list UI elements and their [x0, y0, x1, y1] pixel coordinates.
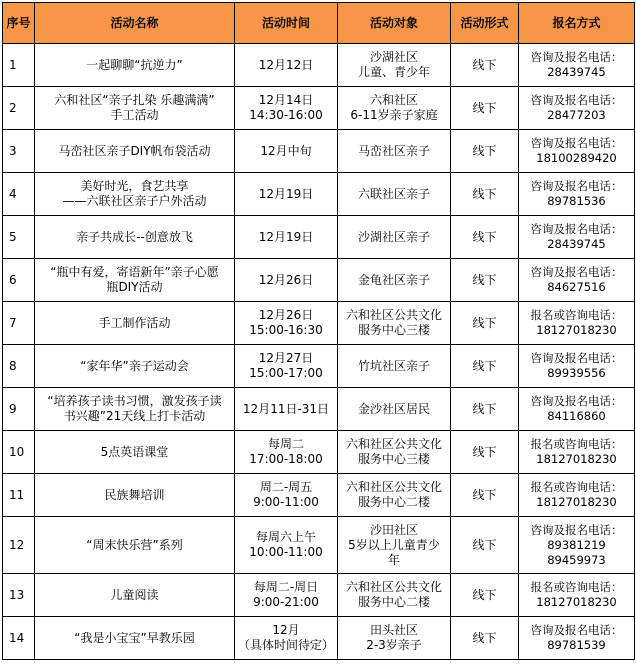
activity-name: 手工制作活动	[35, 302, 235, 345]
activity-time: 12月中旬	[235, 130, 338, 173]
activity-form: 线下	[451, 87, 519, 130]
activity-target: 六和社区公共文化 服务中心三楼	[338, 302, 451, 345]
activity-form: 线下	[451, 388, 519, 431]
activity-form: 线下	[451, 574, 519, 617]
col-header-name: 活动名称	[35, 3, 235, 44]
signup-info: 咨询及报名电话： 28439745	[519, 216, 635, 259]
col-header-target: 活动对象	[338, 3, 451, 44]
table-row	[3, 44, 635, 87]
activity-form: 线下	[451, 216, 519, 259]
activity-form: 线下	[451, 617, 519, 660]
signup-info: 咨询及报名电话： 28477203	[519, 87, 635, 130]
activity-target: 沙湖社区 儿童、青少年	[338, 44, 451, 87]
activity-target: 六和社区公共文化 服务中心二楼	[338, 574, 451, 617]
activity-target: 六联社区亲子	[338, 173, 451, 216]
activity-name: 马峦社区亲子DIY帆布袋活动	[35, 130, 235, 173]
col-header-form: 活动形式	[451, 3, 519, 44]
row-number: 6	[3, 259, 35, 302]
activity-target: 六和社区公共文化 服务中心二楼	[338, 474, 451, 517]
table-row	[3, 130, 635, 173]
activity-name: “我是小宝宝”早教乐园	[35, 617, 235, 660]
activity-name: “瓶中有爱，寄语新年”亲子心愿 瓶DIY活动	[35, 259, 235, 302]
activity-target: 金沙社区居民	[338, 388, 451, 431]
signup-info: 咨询及报名电话： 89781536	[519, 173, 635, 216]
activity-time: 周二-周五 9:00-11:00	[235, 474, 338, 517]
activity-time: 12月19日	[235, 173, 338, 216]
activity-time: 12月19日	[235, 216, 338, 259]
activity-target: 马峦社区亲子	[338, 130, 451, 173]
table-row	[3, 574, 635, 617]
activity-form: 线下	[451, 173, 519, 216]
signup-info: 咨询及报名电话： 84627516	[519, 259, 635, 302]
activity-target: 田头社区 2-3岁亲子	[338, 617, 451, 660]
activity-form: 线下	[451, 259, 519, 302]
table-row	[3, 259, 635, 302]
activity-name: 一起聊聊“抗逆力”	[35, 44, 235, 87]
activity-time: 12月12日	[235, 44, 338, 87]
activity-target: 沙田社区 5岁以上儿童青少 年	[338, 517, 451, 574]
activity-name: 民族舞培训	[35, 474, 235, 517]
activity-time: 12月26日 15:00-16:30	[235, 302, 338, 345]
activity-form: 线下	[451, 345, 519, 388]
table-row	[3, 388, 635, 431]
activity-time: 12月14日 14:30-16:00	[235, 87, 338, 130]
row-number: 11	[3, 474, 35, 517]
signup-info: 报名或咨询电话： 18127018230	[519, 431, 635, 474]
row-number: 8	[3, 345, 35, 388]
table-row	[3, 216, 635, 259]
signup-info: 咨询及报名电话： 89939556	[519, 345, 635, 388]
signup-info: 报名或咨询电话： 18127018230	[519, 574, 635, 617]
activity-form: 线下	[451, 517, 519, 574]
col-header-no: 序号	[3, 3, 35, 44]
activity-name: 5点英语课堂	[35, 431, 235, 474]
header-row	[3, 3, 635, 44]
row-number: 13	[3, 574, 35, 617]
table-row	[3, 517, 635, 574]
activity-time: 每周二 17:00-18:00	[235, 431, 338, 474]
activity-time: 12月27日 15:00-17:00	[235, 345, 338, 388]
activity-form: 线下	[451, 431, 519, 474]
activity-name: “家年华”亲子运动会	[35, 345, 235, 388]
activity-name: 儿童阅读	[35, 574, 235, 617]
activity-name: “周末快乐营”系列	[35, 517, 235, 574]
row-number: 12	[3, 517, 35, 574]
table-row	[3, 431, 635, 474]
activity-form: 线下	[451, 302, 519, 345]
activity-target: 竹坑社区亲子	[338, 345, 451, 388]
activity-time: 12月26日	[235, 259, 338, 302]
activity-target: 六和社区 6-11岁亲子家庭	[338, 87, 451, 130]
col-header-signup: 报名方式	[519, 3, 635, 44]
table-row	[3, 345, 635, 388]
table-row	[3, 173, 635, 216]
row-number: 2	[3, 87, 35, 130]
row-number: 3	[3, 130, 35, 173]
activity-form: 线下	[451, 44, 519, 87]
activity-name: 亲子共成长--创意放飞	[35, 216, 235, 259]
signup-info: 咨询及报名电话： 18100289420	[519, 130, 635, 173]
signup-info: 咨询及报名电话： 89381219 89459973	[519, 517, 635, 574]
activity-form: 线下	[451, 130, 519, 173]
row-number: 4	[3, 173, 35, 216]
table-row	[3, 474, 635, 517]
activity-name: 美好时光，食艺共享 ——六联社区亲子户外活动	[35, 173, 235, 216]
activity-name: “培养孩子读书习惯，激发孩子读 书兴趣”21天线上打卡活动	[35, 388, 235, 431]
activity-name: 六和社区“亲子扎染 乐趣满满” 手工活动	[35, 87, 235, 130]
row-number: 1	[3, 44, 35, 87]
activity-target: 六和社区公共文化 服务中心三楼	[338, 431, 451, 474]
table-row	[3, 87, 635, 130]
table-row	[3, 302, 635, 345]
row-number: 7	[3, 302, 35, 345]
activity-time: 12月 （具体时间待定）	[235, 617, 338, 660]
signup-info: 咨询及报名电话： 84116860	[519, 388, 635, 431]
signup-info: 报名或咨询电话： 18127018230	[519, 302, 635, 345]
activity-time: 每周二-周日 9:00-21:00	[235, 574, 338, 617]
signup-info: 咨询及报名电话： 28439745	[519, 44, 635, 87]
activity-time: 12月11日-31日	[235, 388, 338, 431]
signup-info: 咨询及报名电话： 89781539	[519, 617, 635, 660]
row-number: 14	[3, 617, 35, 660]
signup-info: 报名或咨询电话： 18127018230	[519, 474, 635, 517]
activity-form: 线下	[451, 474, 519, 517]
activity-target: 金龟社区亲子	[338, 259, 451, 302]
row-number: 9	[3, 388, 35, 431]
row-number: 5	[3, 216, 35, 259]
table-row	[3, 617, 635, 660]
activity-time: 每周六上午 10:00-11:00	[235, 517, 338, 574]
row-number: 10	[3, 431, 35, 474]
activity-table	[2, 2, 635, 660]
col-header-time: 活动时间	[235, 3, 338, 44]
activity-target: 沙湖社区亲子	[338, 216, 451, 259]
